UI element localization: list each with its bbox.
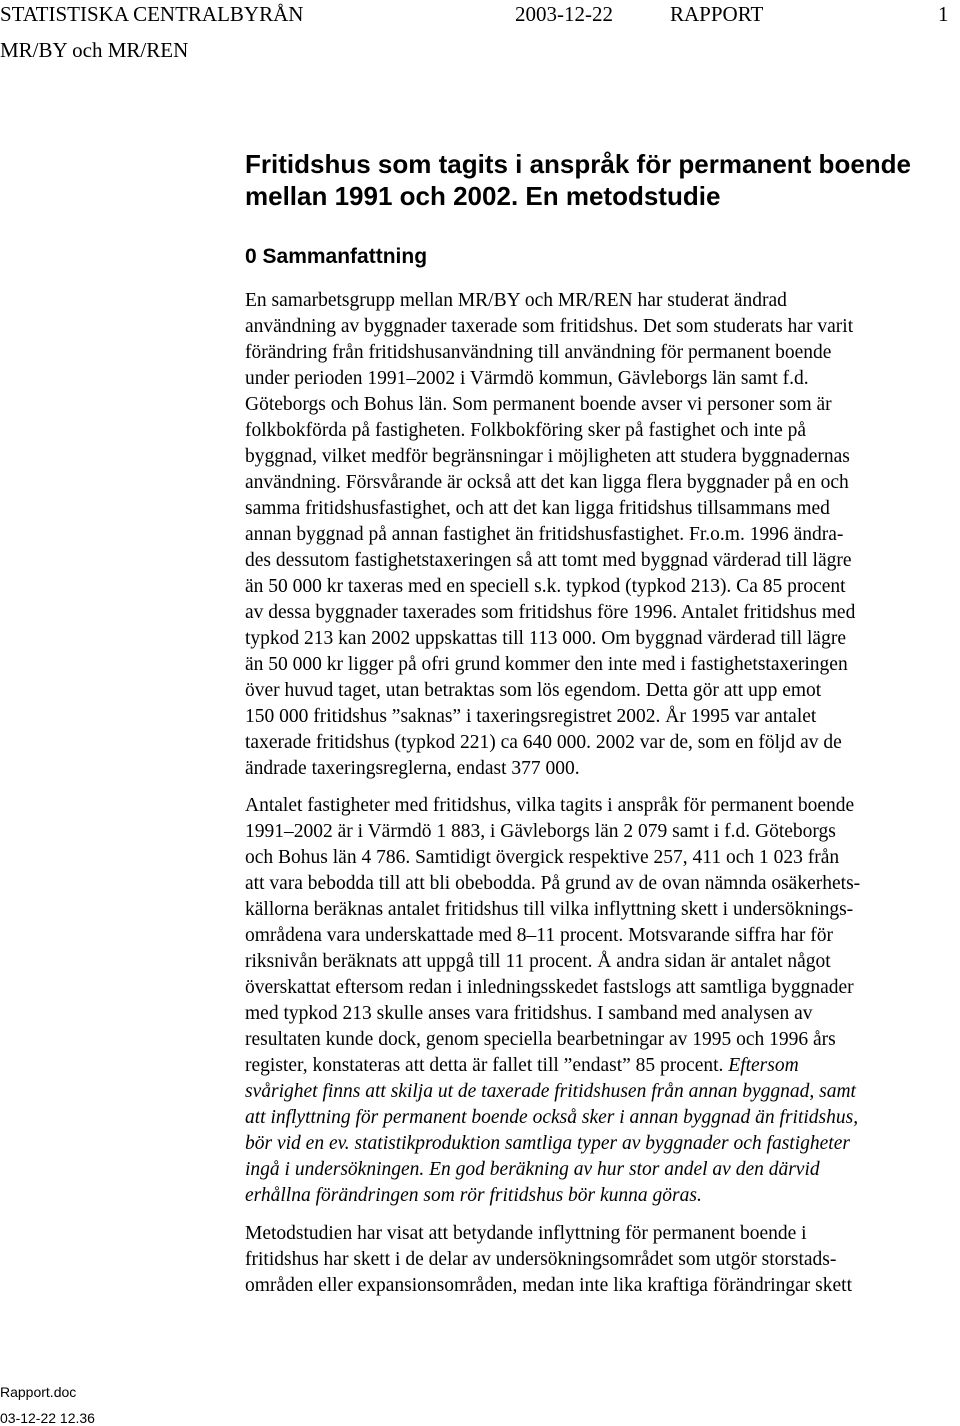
section-heading: 0 Sammanfattning: [245, 245, 428, 268]
paragraph-italic-text: ingå i undersökningen. En god beräkning av hur stor andel av den därvid: [245, 1159, 820, 1180]
paragraph-text: register, konstateras att detta är fallet till ”endast” 85 procent.: [245, 1055, 729, 1076]
summary-paragraph-2: [245, 793, 957, 1209]
paragraph-text: källorna beräknas antalet fritidshus till vilka inflyttning skett i undersöknings-: [245, 899, 854, 920]
paragraph-line: än 50 000 kr taxeras med en speciell s.k. typkod (typkod 213). Ca 85 procent: [245, 576, 846, 597]
paragraph-text: överskattat eftersom redan i inledningsskedet fastslogs att samtliga byggnader: [245, 977, 854, 998]
paragraph-line: [245, 949, 957, 975]
paragraph-line: byggnad, vilket medför begränsningar i möjligheten att studera byggnadernas: [245, 446, 850, 467]
paragraph-line: des dessutom fastighetstaxeringen så att tomt med byggnad värderad till lägre: [245, 550, 852, 571]
paragraph-text: 1991–2002 är i Värmdö 1 883, i Gävleborgs län 2 079 samt i f.d. Göteborgs: [245, 821, 836, 842]
paragraph-line: samma fritidshusfastighet, och att det kan ligga fritidshus tillsammans med: [245, 498, 830, 519]
document-title-line: Fritidshus som tagits i anspråk för permanent boende: [245, 149, 912, 179]
paragraph-line: folkbokförda på fastigheten. Folkbokföring sker på fastighet och inte på: [245, 420, 807, 441]
paragraph-line: annan byggnad på annan fastighet än fritidshusfastighet. Fr.o.m. 1996 ändra-: [245, 524, 844, 545]
summary-paragraph-1: [245, 288, 957, 782]
paragraph-line: över huvud taget, utan betraktas som lös egendom. Detta gör att upp emot: [245, 680, 822, 701]
paragraph-text: och Bohus län 4 786. Samtidigt övergick respektive 257, 411 och 1 023 från: [245, 847, 840, 868]
document-title-line: mellan 1991 och 2002. En metodstudie: [245, 181, 721, 211]
paragraph-line: [245, 1027, 957, 1053]
paragraph-line: En samarbetsgrupp mellan MR/BY och MR/REN har studerat ändrad: [245, 290, 787, 311]
paragraph-line: användning av byggnader taxerade som fritidshus. Det som studerats har varit: [245, 316, 854, 337]
paragraph-line: [245, 793, 957, 819]
paragraph-italic-text: bör vid en ev. statistikproduktion samtliga typer av byggnader och fastigheter: [245, 1133, 850, 1154]
header-page-number: 1: [938, 2, 949, 26]
paragraph-text: resultaten kunde dock, genom speciella bearbetningar av 1995 och 1996 års: [245, 1029, 836, 1050]
paragraph-text: med typkod 213 skulle anses vara fritidshus. I samband med analysen av: [245, 1003, 813, 1024]
paragraph-line: taxerade fritidshus (typkod 221) ca 640 000. 2002 var de, som en följd av de: [245, 732, 842, 753]
paragraph-line: ändrade taxeringsreglerna, endast 377 000.: [245, 758, 580, 779]
paragraph-text: områdena vara underskattade med 8–11 procent. Motsvarande siffra har för: [245, 925, 834, 946]
paragraph-line: [245, 819, 957, 845]
paragraph-text: Antalet fastigheter med fritidshus, vilka tagits i anspråk för permanent boende: [245, 795, 855, 816]
paragraph-line: områden eller expansionsområden, medan inte lika kraftiga förändringar skett: [245, 1275, 852, 1296]
paragraph-line: fritidshus har skett i de delar av undersökningsområdet som utgör storstads-: [245, 1249, 837, 1270]
footer-filename: Rapport.doc: [0, 1384, 77, 1400]
footer-timestamp: 03-12-22 12.36: [0, 1410, 95, 1426]
paragraph-line: [245, 1079, 957, 1105]
paragraph-line: förändring från fritidshusanvändning till användning för permanent boende: [245, 342, 832, 363]
paragraph-line: [245, 975, 957, 1001]
paragraph-line: användning. Försvårande är också att det kan ligga flera byggnader på en och: [245, 472, 849, 493]
paragraph-text: att vara bebodda till att bli obebodda. På grund av de ovan nämnda osäkerhets-: [245, 873, 861, 894]
paragraph-line: [245, 897, 957, 923]
paragraph-italic-text: erhållna förändringen som rör fritidshus bör kunna göras.: [245, 1185, 702, 1206]
summary-paragraph-3: [245, 1221, 957, 1299]
paragraph-line: [245, 1157, 957, 1183]
paragraph-line: 150 000 fritidshus ”saknas” i taxeringsregistret 2002. År 1995 var antalet: [245, 706, 817, 727]
paragraph-italic-text: Eftersom: [728, 1055, 799, 1076]
paragraph-line: Göteborgs och Bohus län. Som permanent boende avser vi personer som är: [245, 394, 832, 415]
paragraph-line: [245, 1053, 957, 1079]
paragraph-line: typkod 213 kan 2002 uppskattas till 113 000. Om byggnad värderad till lägre: [245, 628, 846, 649]
document-title: [245, 148, 945, 212]
paragraph-line: än 50 000 kr ligger på ofri grund kommer den inte med i fastighetstaxeringen: [245, 654, 848, 675]
paragraph-line: [245, 1105, 957, 1131]
paragraph-line: [245, 1183, 957, 1209]
paragraph-line: [245, 845, 957, 871]
paragraph-line: [245, 871, 957, 897]
paragraph-line: [245, 1131, 957, 1157]
paragraph-italic-text: svårighet finns att skilja ut de taxerade fritidshusen från annan byggnad, samt: [245, 1081, 856, 1102]
header-organization: STATISTISKA CENTRALBYRÅN: [0, 2, 304, 26]
paragraph-text: riksnivån beräknats att uppgå till 11 procent. Å andra sidan är antalet något: [245, 951, 831, 972]
header-document-type: RAPPORT: [670, 2, 764, 26]
paragraph-line: [245, 923, 957, 949]
paragraph-line: [245, 1001, 957, 1027]
paragraph-line: under perioden 1991–2002 i Värmdö kommun, Gävleborgs län samt f.d.: [245, 368, 809, 389]
paragraph-line: av dessa byggnader taxerades som fritidshus före 1996. Antalet fritidshus med: [245, 602, 856, 623]
paragraph-italic-text: att inflyttning för permanent boende också sker i annan byggnad än fritidshus,: [245, 1107, 859, 1128]
header-date: 2003-12-22: [515, 2, 613, 26]
header-department: MR/BY och MR/REN: [0, 38, 189, 62]
paragraph-line: Metodstudien har visat att betydande inflyttning för permanent boende i: [245, 1223, 807, 1244]
